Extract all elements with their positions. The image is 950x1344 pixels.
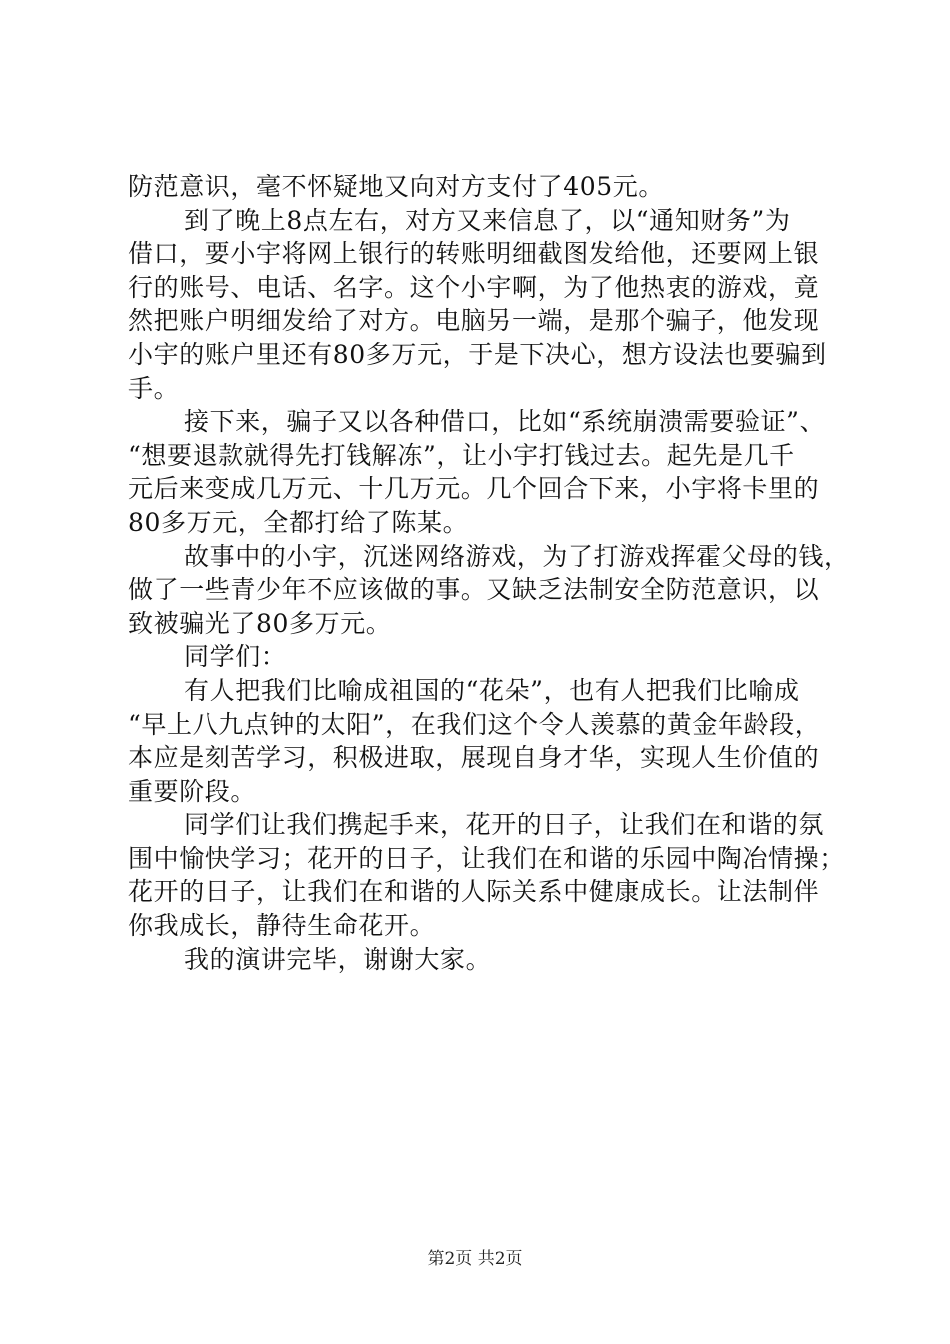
text-line: 到了晚上8点左右，对方又来信息了，以“通知财务”为 (184, 205, 791, 235)
text-line: 本应是刻苦学习，积极进取，展现自身才华，实现人生价值的 (128, 743, 820, 773)
document-body (128, 170, 850, 976)
text-line: 做了一些青少年不应该做的事。又缺乏法制安全防范意识，以 (128, 575, 820, 605)
text-line: 借口，要小宇将网上银行的转账明细截图发给他，还要网上银 (128, 239, 820, 269)
text-line: 然把账户明细发给了对方。电脑另一端，是那个骗子，他发现 (128, 306, 820, 336)
text-line: 手。 (128, 373, 180, 403)
text-line: 重要阶段。 (128, 776, 257, 806)
text-line: 同学们： (184, 642, 287, 672)
text-line: 防范意识，毫不怀疑地又向对方支付了405元。 (128, 172, 664, 201)
text-line: 行的账号、电话、名字。这个小宇啊，为了他热衷的游戏，竟 (128, 272, 820, 302)
text-line: “想要退款就得先打钱解冻”，让小宇打钱过去。起先是几千 (128, 440, 795, 470)
text-line: 花开的日子，让我们在和谐的人际关系中健康成长。让法制伴 (128, 877, 820, 907)
text-line: 元后来变成几万元、十几万元。几个回合下来，小宇将卡里的 (128, 474, 820, 504)
text-line: 有人把我们比喻成祖国的“花朵”，也有人把我们比喻成 (184, 675, 800, 705)
text-line: 你我成长，静待生命花开。 (128, 911, 436, 941)
text-line: 接下来，骗子又以各种借口，比如“系统崩溃需要验证”、 (184, 407, 826, 437)
page-footer: 第2页 共2页 (427, 1249, 523, 1269)
text-line: 我的演讲完毕，谢谢大家。 (184, 944, 492, 974)
text-line: 同学们让我们携起手来，花开的日子，让我们在和谐的氛 (184, 810, 825, 840)
text-line: 围中愉快学习；花开的日子，让我们在和谐的乐园中陶冶情操； (128, 843, 845, 873)
text-line: 80多万元，全都打给了陈某。 (128, 507, 469, 537)
text-line: 小宇的账户里还有80多万元，于是下决心，想方设法也要骗到 (128, 339, 827, 369)
text-line: 致被骗光了80多万元。 (128, 608, 392, 638)
text-line: “早上八九点钟的太阳”，在我们这个令人羡慕的黄金年龄段， (128, 709, 821, 739)
text-line: 故事中的小宇，沉迷网络游戏，为了打游戏挥霍父母的钱， (184, 541, 850, 571)
